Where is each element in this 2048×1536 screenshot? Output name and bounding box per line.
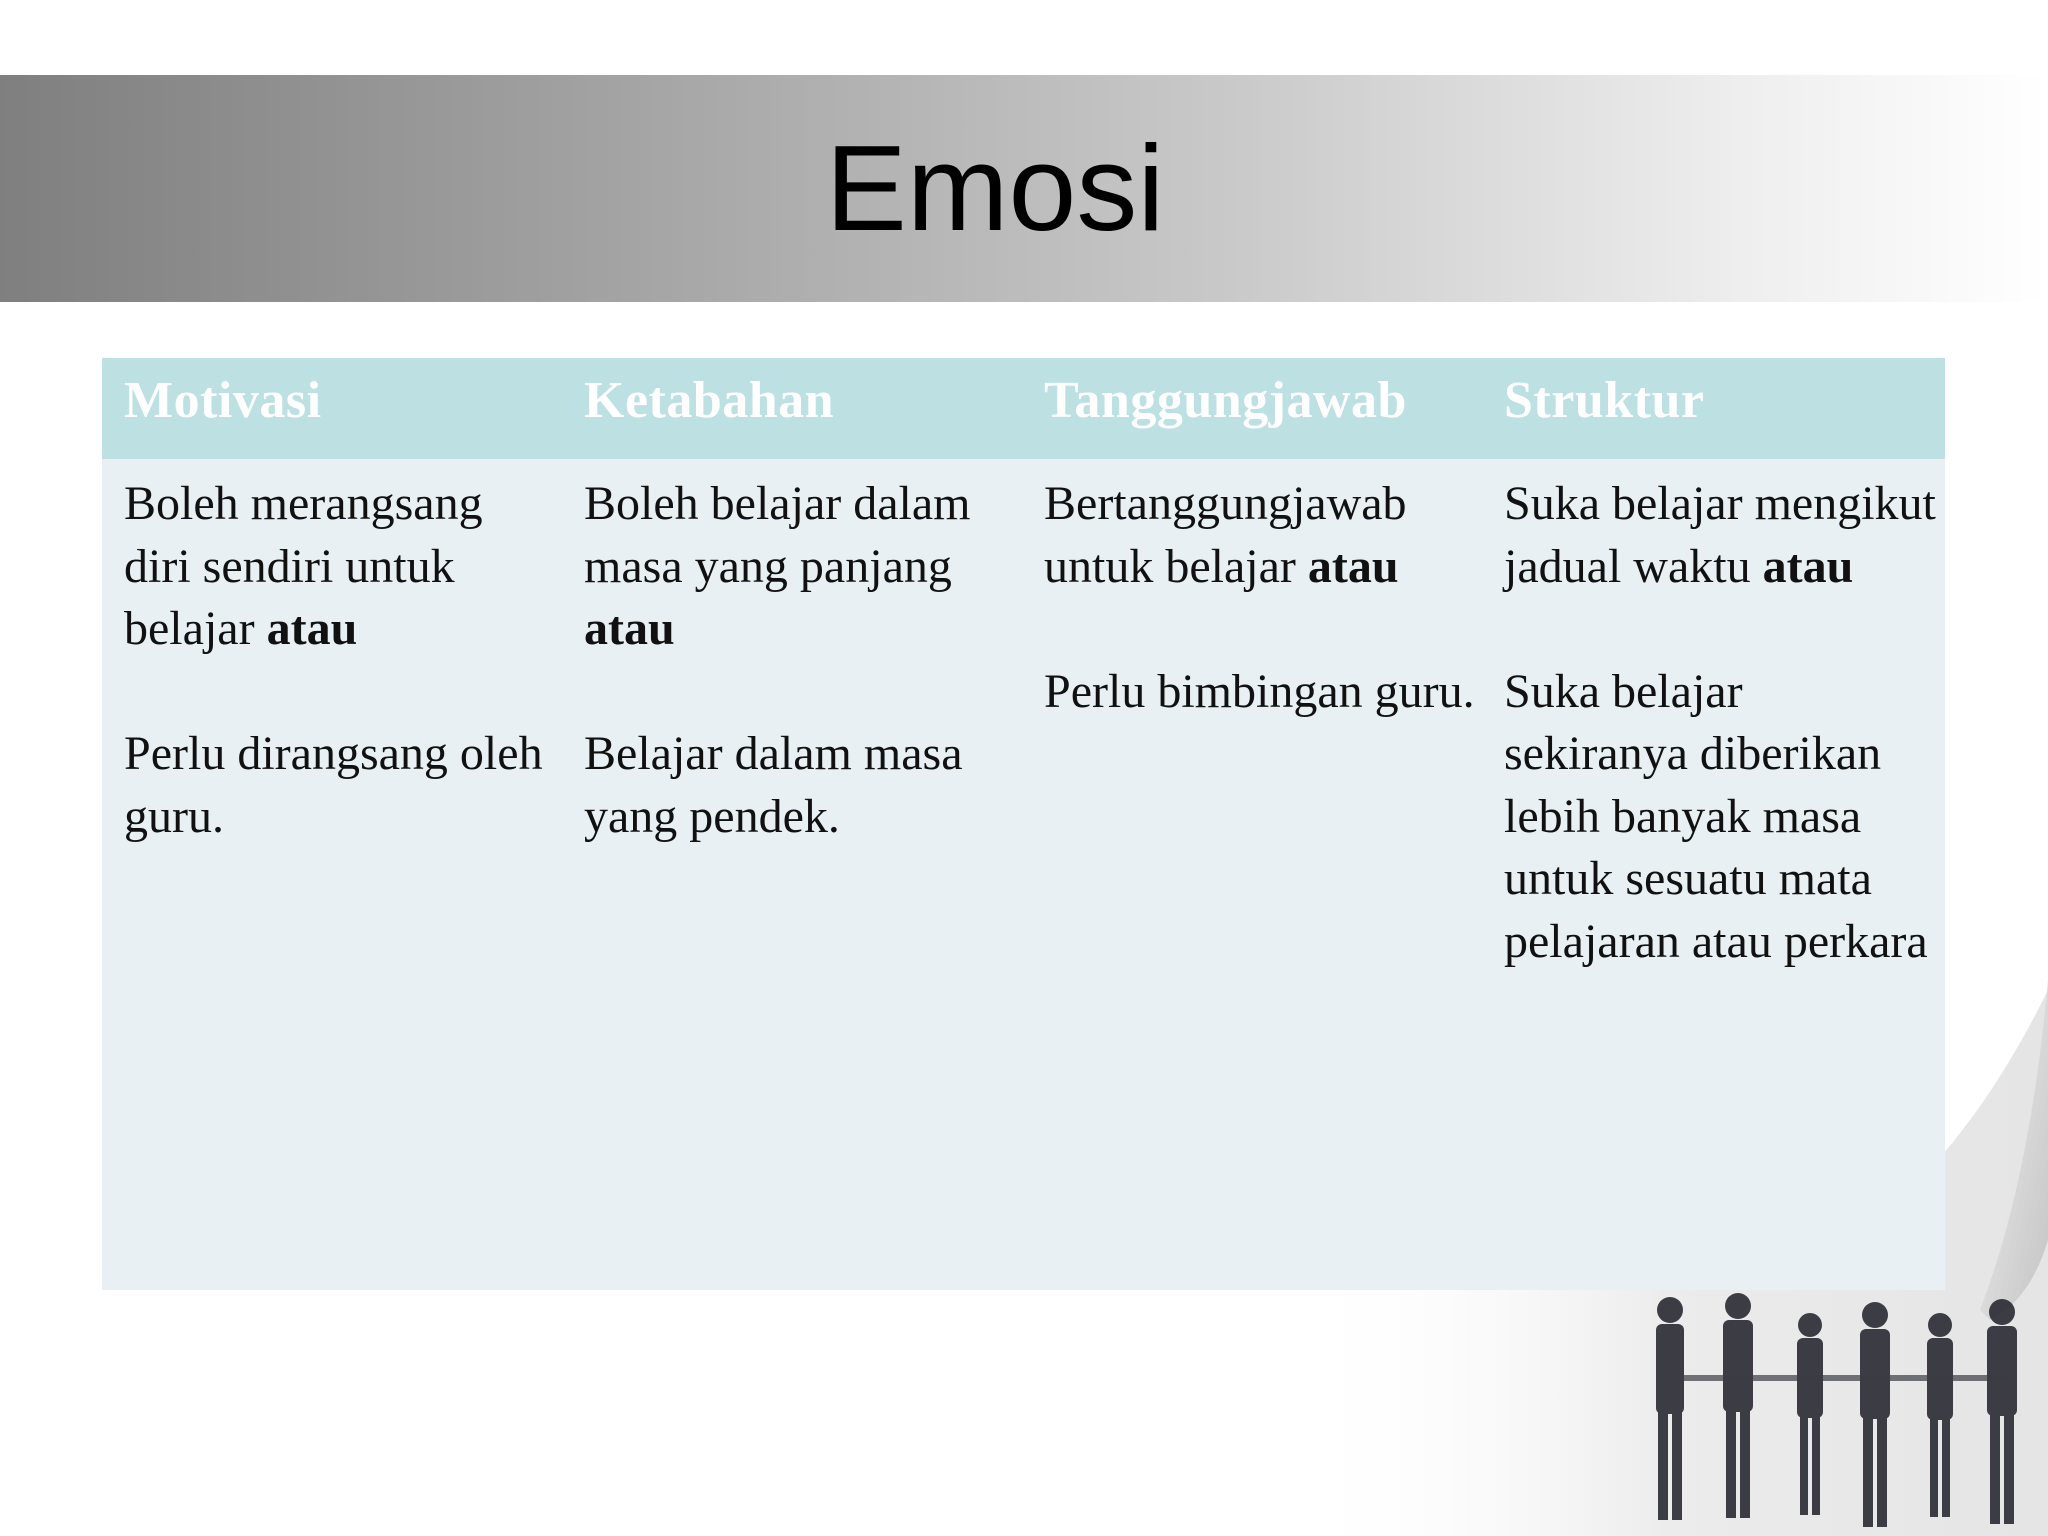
cell-paragraph	[124, 473, 556, 661]
table-cell-motivasi	[102, 473, 562, 973]
cell-paragraph: Suka belajar sekiranya diberikan lebih banyak masa untuk sesuatu mata pelajaran atau perkara	[1504, 664, 1928, 968]
cell-text: Boleh belajar dalam masa yang panjang	[584, 477, 971, 593]
table-cell-ketabahan	[562, 473, 1022, 973]
cell-paragraph	[1504, 473, 1936, 598]
cell-emphasis: atau	[266, 602, 358, 655]
table-cell-tanggungjawab	[1022, 473, 1482, 973]
column-header: Motivasi	[124, 372, 322, 429]
slide-title: Emosi	[825, 120, 1165, 256]
table-row	[102, 459, 1945, 973]
cell-emphasis: atau	[584, 602, 675, 655]
column-header: Tanggungjawab	[1044, 372, 1407, 429]
cell-emphasis: atau	[1307, 539, 1399, 593]
column-header: Struktur	[1504, 372, 1705, 429]
cell-paragraph: Perlu dirangsang oleh guru.	[124, 727, 543, 843]
cell-paragraph: Belajar dalam masa yang pendek.	[584, 727, 963, 843]
cell-paragraph: Perlu bimbingan guru.	[1044, 664, 1475, 718]
cell-text: Bertanggungjawab untuk belajar	[1044, 477, 1407, 593]
cell-paragraph	[584, 473, 1016, 661]
emotion-table	[102, 358, 1945, 1290]
column-header: Ketabahan	[584, 372, 835, 429]
cell-paragraph	[1044, 473, 1476, 598]
cell-emphasis: atau	[1762, 539, 1854, 593]
cell-text: Boleh merangsang diri sendiri untuk belajar	[124, 477, 483, 655]
table-header-row	[102, 358, 1945, 459]
table-cell-struktur	[1482, 473, 1942, 973]
cell-text: Suka belajar mengikut jadual waktu	[1504, 477, 1936, 593]
